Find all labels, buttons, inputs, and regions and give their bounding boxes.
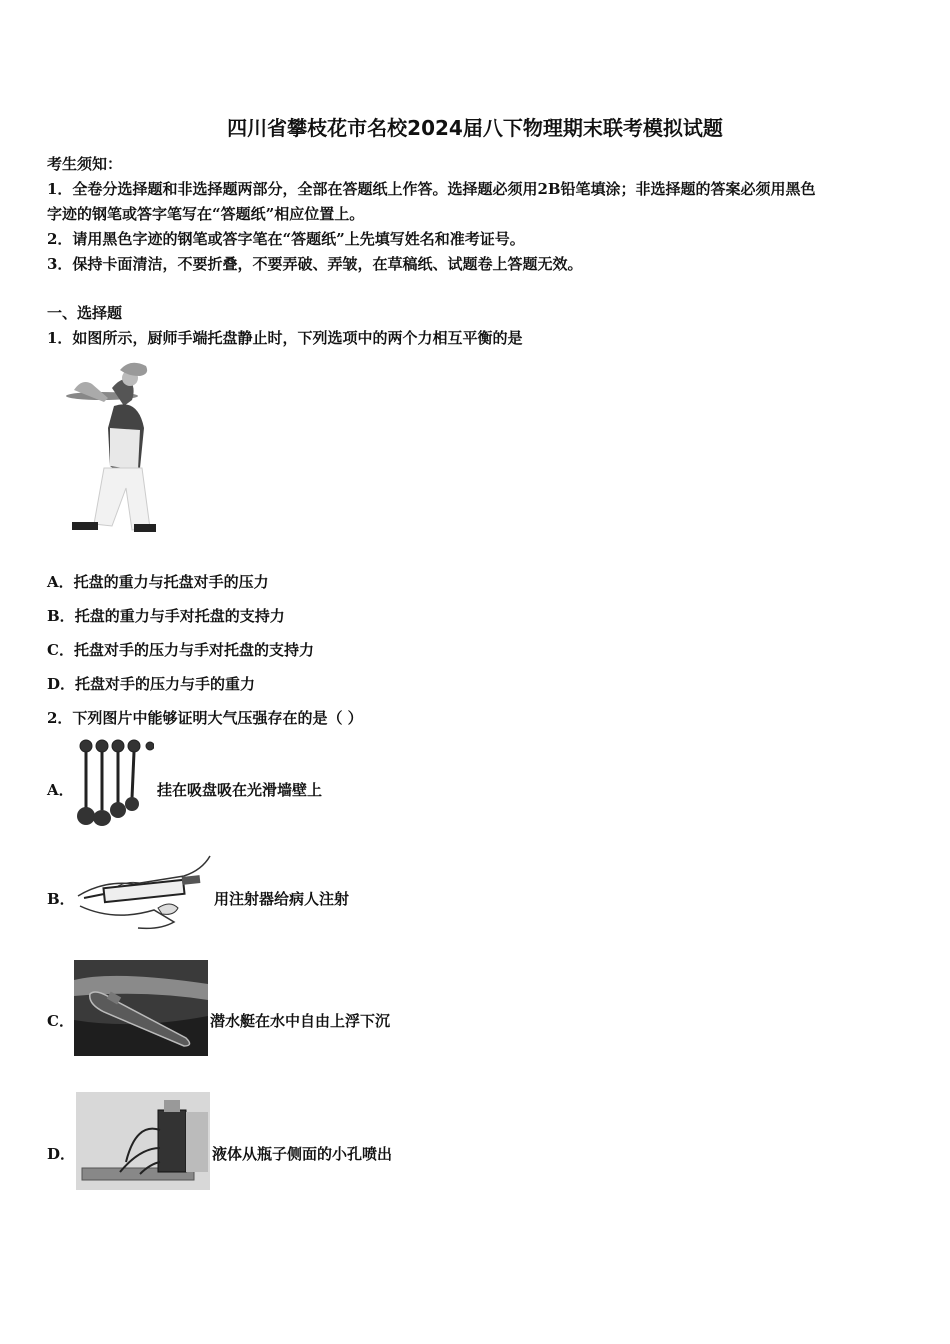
section-heading: 一、选择题 [47,304,123,322]
q1-option-b-text: 托盘的重力与手对托盘的支持力 [74,607,285,625]
q2-option-c-text: 潜水艇在水中自由上浮下沉 [210,1012,391,1030]
notice-item-3: 3．保持卡面清洁，不要折叠，不要弄破、弄皱，在草稿纸、试题卷上答题无效。 [47,255,583,273]
question-2-stem: 2．下列图片中能够证明大气压强存在的是（ ） [47,709,363,727]
page-title: 四川省攀枝花市名校2024届八下物理期末联考模拟试题 [227,116,723,140]
q2-option-b-letter: B． [47,890,75,908]
notice-item-2: 2．请用黑色字迹的钢笔或答字笔在“答题纸”上先填写姓名和准考证号。 [47,230,525,248]
submarine-image [74,960,208,1056]
q2-option-d-letter: D． [47,1145,76,1163]
q1-option-c-text: 托盘对手的压力与手对托盘的支持力 [73,641,314,659]
q1-option-b-letter: B． [47,607,75,625]
question-1-stem: 1．如图所示，厨师手端托盘静止时，下列选项中的两个力相互平衡的是 [47,329,523,347]
chef-figure [64,358,168,538]
q1-option-d [47,673,255,694]
q1-option-a [47,571,269,592]
q1-option-d-letter: D． [47,675,76,693]
q1-option-d-text: 托盘对手的压力与手的重力 [75,675,256,693]
q1-option-a-letter: A． [47,573,74,591]
q1-option-c-letter: C． [47,641,74,659]
suction-cup-hooks-image [74,738,154,828]
bottle-water-jet-image [76,1092,210,1190]
q2-option-a-letter: A． [47,781,74,799]
syringe-injection-image [74,850,212,932]
q2-option-c-letter: C． [47,1012,74,1030]
q2-option-d-text: 液体从瓶子侧面的小孔喷出 [212,1145,393,1163]
q1-option-c [47,639,314,660]
q2-option-b-text: 用注射器给病人注射 [214,890,350,908]
notice-item-1-line-2: 字迹的钢笔或答字笔写在“答题纸”相应位置上。 [47,205,365,223]
q1-option-a-text: 托盘的重力与托盘对手的压力 [73,573,269,591]
notice-heading: 考生须知： [47,155,123,173]
q2-option-a-text: 挂在吸盘吸在光滑墙壁上 [157,781,323,799]
q1-option-b [47,605,285,626]
notice-item-1-line-1: 1．全卷分选择题和非选择题两部分，全部在答题纸上作答。选择题必须用2B铅笔填涂；非选择题的答案必须用黑色 [47,180,816,198]
